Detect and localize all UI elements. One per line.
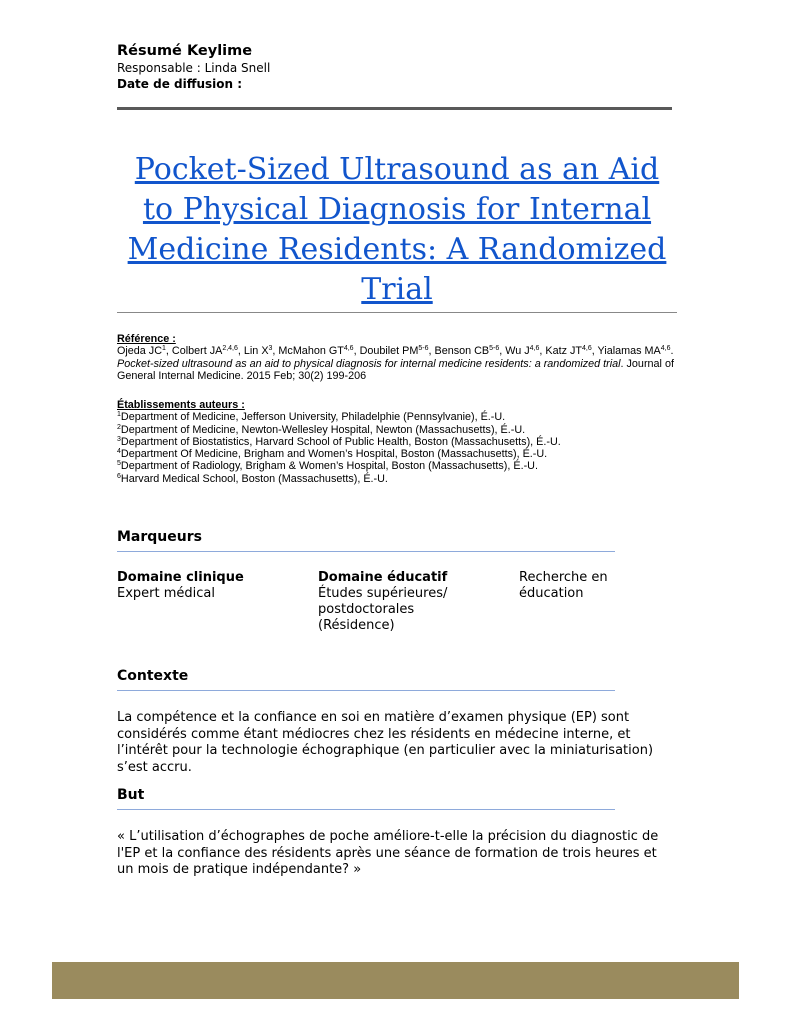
date-line: Date de diffusion : [117, 77, 243, 91]
document-type-title: Résumé Keylime [117, 43, 253, 59]
responsable-line: Responsable : Linda Snell [117, 61, 271, 75]
but-text: « L’utilisation d’échographes de poche améliore-t-elle la précision du diagnostic de l'EP et la confiance des résidents après une séance de formation de trois heures et un mois de pratique indépendante? » [117, 829, 659, 877]
etablissement-text: Department of Medicine, Jefferson University, Philadelphie (Pennsylvanie), É.-U. [120, 411, 506, 424]
etablissement-number: 5 [117, 460, 121, 468]
author-name: Katz JT [545, 345, 582, 358]
contexte-text: La compétence et la confiance en soi en matière d’examen physique (EP) sont considérés comme étant médiocres chez les résidents en médecine interne, et l’intérêt pour la technologie échographique (en particulier avec la miniaturisation) s’est accru. [117, 710, 654, 775]
author-name: McMahon GT [278, 345, 344, 358]
etablissement-text: Department Of Medicine, Brigham and Women’s Hospital, Boston (Massachusetts), É.-U. [120, 448, 548, 461]
etablissement-number: 4 [117, 448, 121, 456]
domaine-educatif-value: Études supérieures/ postdoctorales (Résidence) [318, 586, 448, 633]
footer-band [52, 962, 739, 999]
author-name: Wu J [505, 345, 530, 358]
title-divider [117, 312, 677, 313]
domaine-clinique-label: Domaine clinique [117, 570, 244, 585]
etablissement-item [117, 424, 677, 436]
etablissement-text: Department of Biostatistics, Harvard School of Public Health, Boston (Massachusetts), É.-U. [120, 435, 561, 448]
etablissements-block [117, 399, 677, 485]
author-name: Yialamas MA [597, 345, 661, 358]
reference-label: Référence : [117, 333, 176, 345]
author-affiliation-sup: 3 [268, 345, 273, 353]
reference-authors [117, 345, 673, 357]
reference-journal: . Journal of General Internal Medicine. 2015 Feb; 30(2) 199-206 [117, 357, 674, 382]
reference-text [117, 345, 677, 382]
author-separator: , [272, 345, 279, 358]
contexte-rule [117, 690, 615, 691]
etablissements-label: Établissements auteurs : [117, 399, 245, 411]
author-affiliation-sup: 1 [162, 345, 166, 353]
marqueurs-rule [117, 551, 615, 552]
article-title-link[interactable]: Pocket-Sized Ultrasound as an Aid to Physical Diagnosis for Internal Medicine Residents: A Randomized Trial [127, 152, 667, 307]
author-affiliation-sup: 4,6 [660, 345, 671, 353]
etablissement-text: Department of Radiology, Brigham & Women’s Hospital, Boston (Massachusetts), É.-U. [120, 460, 538, 473]
author-separator: , [499, 345, 506, 358]
etablissement-text: Harvard Medical School, Boston (Massachusetts), É.-U. [120, 472, 388, 485]
domaine-clinique-column [117, 570, 302, 602]
but-heading: But [117, 787, 145, 803]
etablissement-number: 1 [117, 411, 121, 419]
etablissement-text: Department of Medicine, Newton-Wellesley Hospital, Newton (Massachusetts), É.-U. [120, 423, 526, 436]
domaine-clinique-value: Expert médical [117, 586, 215, 601]
but-rule [117, 809, 615, 810]
etablissement-item [117, 448, 677, 460]
etablissement-item [117, 411, 677, 423]
author-separator: , [428, 345, 435, 358]
etablissement-number: 6 [117, 472, 121, 480]
author-separator: , [237, 345, 244, 358]
author-name: Lin X [243, 345, 269, 358]
reference-block [117, 333, 677, 382]
author-affiliation-sup: 5-6 [489, 345, 500, 353]
author-name: Benson CB [434, 345, 490, 358]
etablissement-number: 2 [117, 423, 121, 431]
etablissements-list [117, 411, 677, 485]
author-affiliation-sup: 4,6 [343, 345, 354, 353]
etablissement-item [117, 460, 677, 472]
author-affiliation-sup: 5-6 [418, 345, 429, 353]
author-separator: , [539, 345, 546, 358]
author-name: Doubilet PM [359, 345, 419, 358]
domaine-educatif-label: Domaine éducatif [318, 570, 448, 585]
recherche-column [519, 570, 624, 602]
reference-article-title: Pocket-sized ultrasound as an aid to physical diagnosis for internal medicine residents: a randomized trial [117, 357, 621, 370]
etablissement-item [117, 436, 677, 448]
domaine-educatif-column [318, 570, 468, 634]
marqueurs-heading: Marqueurs [117, 529, 202, 545]
author-separator: , [591, 345, 598, 358]
author-name: Ojeda JC [117, 345, 163, 358]
recherche-value: Recherche en éducation [519, 570, 608, 601]
author-name: Colbert JA [171, 345, 223, 358]
etablissement-number: 3 [117, 435, 121, 443]
author-separator: , [165, 345, 172, 358]
author-affiliation-sup: 4,6 [529, 345, 540, 353]
author-separator: . [670, 345, 674, 358]
author-affiliation-sup: 4,6 [582, 345, 592, 353]
contexte-heading: Contexte [117, 668, 189, 684]
etablissement-item [117, 473, 677, 485]
author-affiliation-sup: 2,4,6 [222, 345, 238, 353]
author-separator: , [353, 345, 360, 358]
header-divider [117, 107, 672, 110]
document-header [117, 42, 270, 92]
